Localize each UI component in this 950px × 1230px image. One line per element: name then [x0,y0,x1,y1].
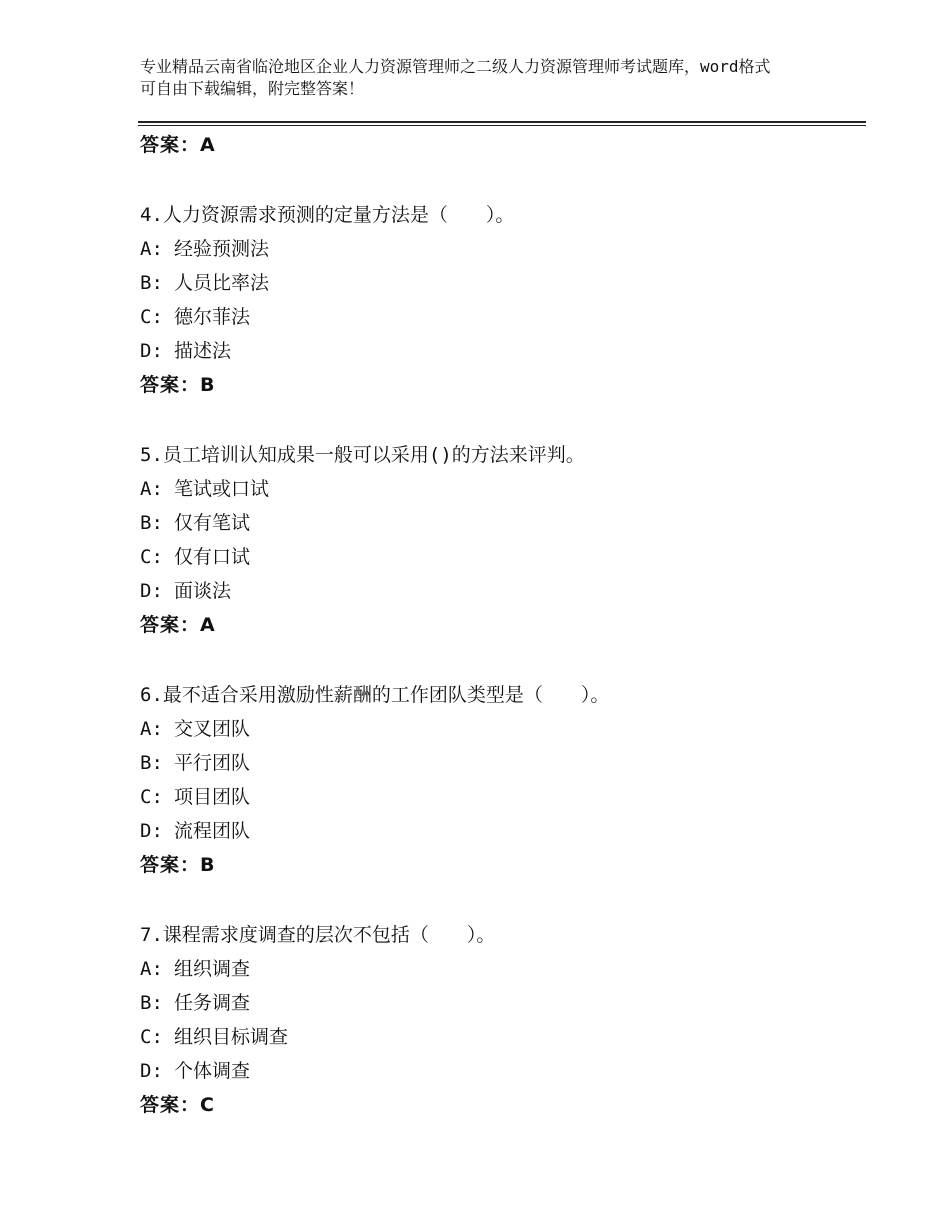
answer-value: A [200,134,215,156]
option-d [140,814,860,848]
option-letter: A: [140,478,163,500]
answer-label: 答案： [140,134,201,156]
answer-label: 答案： [140,614,201,636]
question-list [140,128,860,1122]
option-b [140,746,860,780]
option-text: 德尔菲法 [174,306,251,328]
question-text: 4.人力资源需求预测的定量方法是（ ）。 [140,204,515,226]
question-text: 6.最不适合采用激励性薪酬的工作团队类型是（ ）。 [140,684,610,706]
option-text: 流程团队 [174,820,251,842]
option-text: 描述法 [174,340,232,362]
option-text: 组织调查 [174,958,251,980]
option-a [140,712,860,746]
option-text: 面谈法 [174,580,232,602]
option-text: 仅有口试 [174,546,251,568]
page-header [140,56,780,100]
option-letter: C: [140,1026,163,1048]
answer-value: B [200,854,215,876]
option-text: 笔试或口试 [174,478,270,500]
header-divider-thick [138,121,866,123]
answer-label: 答案： [140,854,201,876]
option-letter: C: [140,306,163,328]
option-c [140,1020,860,1054]
answer-value: A [200,614,215,636]
answer-line [140,128,860,162]
option-c [140,540,860,574]
option-b [140,506,860,540]
answer-line [140,368,860,402]
option-c [140,780,860,814]
option-text: 人员比率法 [174,272,270,294]
option-a [140,952,860,986]
option-letter: D: [140,1060,163,1082]
header-title: 专业精品云南省临沧地区企业人力资源管理师之二级人力资源管理师考试题库，word格式可自由下载编辑，附完整答案！ [140,57,771,98]
option-letter: A: [140,718,163,740]
option-letter: B: [140,752,163,774]
option-c [140,300,860,334]
answer-line [140,848,860,882]
option-letter: A: [140,238,163,260]
answer-line [140,608,860,642]
question-text: 7.课程需求度调查的层次不包括（ ）。 [140,924,496,946]
answer-label: 答案： [140,1094,201,1116]
question-block [140,918,860,1122]
option-letter: C: [140,546,163,568]
option-text: 组织目标调查 [174,1026,289,1048]
question-block [140,198,860,402]
option-letter: D: [140,340,163,362]
header-divider-thin [138,125,866,126]
answer-line [140,1088,860,1122]
answer-value: C [200,1094,214,1116]
option-a [140,472,860,506]
option-b [140,986,860,1020]
option-letter: B: [140,272,163,294]
answer-value: B [200,374,215,396]
question-block [140,438,860,642]
option-d [140,574,860,608]
option-text: 个体调查 [174,1060,251,1082]
option-text: 任务调查 [174,992,251,1014]
option-b [140,266,860,300]
option-letter: B: [140,512,163,534]
option-a [140,232,860,266]
option-d [140,334,860,368]
option-text: 项目团队 [174,786,251,808]
option-letter: A: [140,958,163,980]
option-text: 平行团队 [174,752,251,774]
answer-label: 答案： [140,374,201,396]
question-block [140,678,860,882]
question-text: 5.员工培训认知成果一般可以采用()的方法来评判。 [140,444,585,466]
option-letter: D: [140,580,163,602]
header-divider [138,121,866,126]
option-text: 仅有笔试 [174,512,251,534]
option-letter: B: [140,992,163,1014]
option-d [140,1054,860,1088]
option-text: 交叉团队 [174,718,251,740]
option-letter: D: [140,820,163,842]
option-letter: C: [140,786,163,808]
option-text: 经验预测法 [174,238,270,260]
